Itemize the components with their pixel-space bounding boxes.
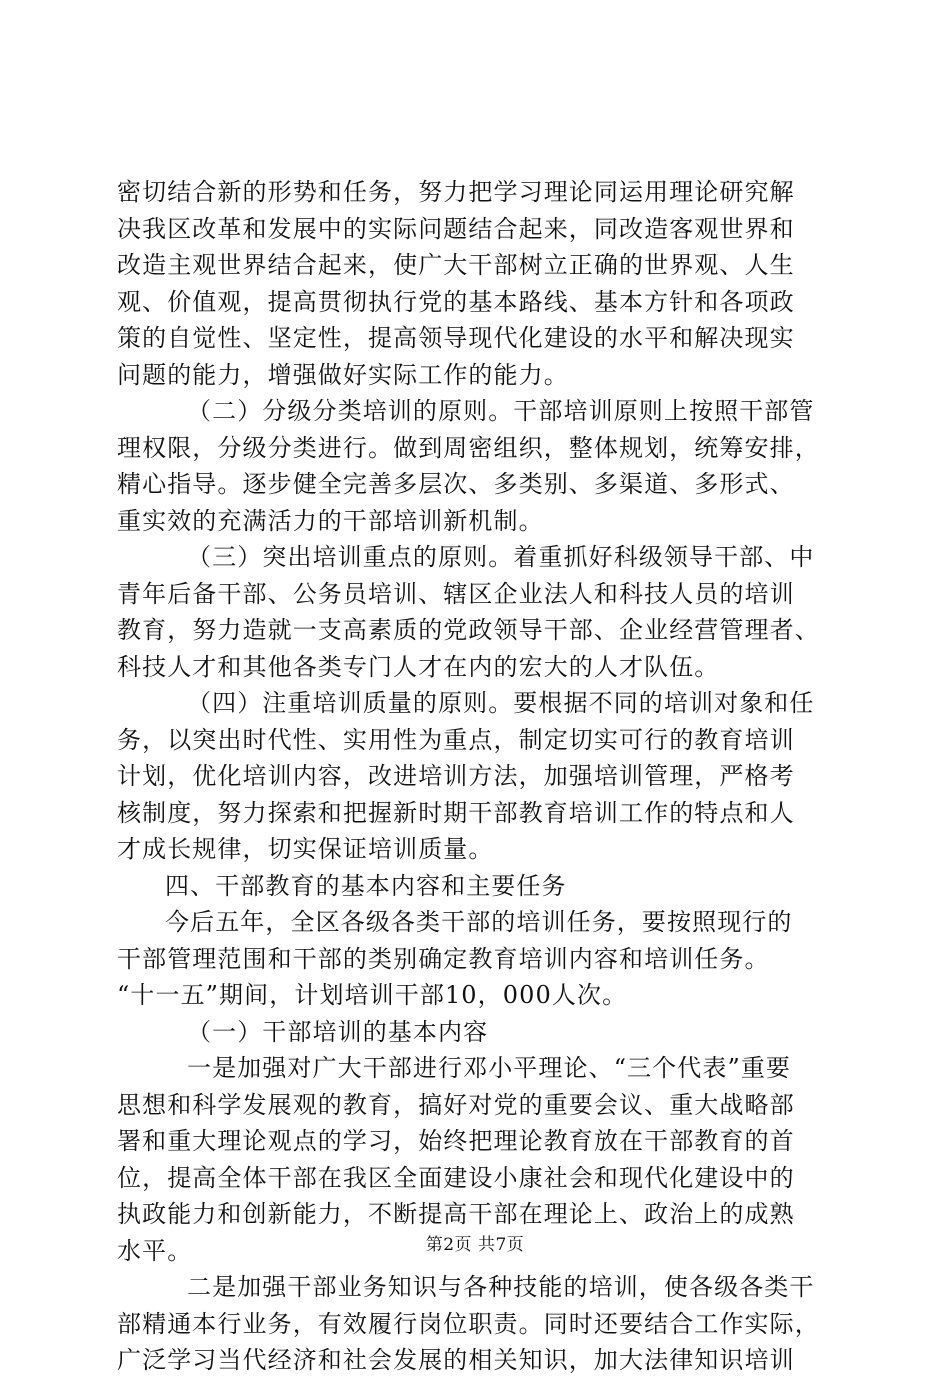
text-line: 位，提高全体干部在我区全面建设小康社会和现代化建设中的: [117, 1163, 795, 1192]
section-heading: 四、干部教育的基本内容和主要任务: [165, 871, 567, 900]
text-line: 部精通本行业务，有效履行岗位职责。同时还要结合工作实际，: [117, 1309, 820, 1338]
subsection-heading: （一）干部培训的基本内容: [187, 1017, 489, 1046]
text-line: 水平。: [117, 1236, 193, 1265]
text-line: 精心指导。逐步健全完善多层次、多类别、多渠道、多形式、: [117, 470, 795, 498]
text-line: （三）突出培训重点的原则。着重抓好科级领导干部、中: [187, 543, 815, 571]
text-line: 重实效的充满活力的干部培训新机制。: [117, 506, 544, 535]
page-number-footer: 第2页 共7页: [425, 1235, 525, 1255]
text-line: 观、价值观，提高贯彻执行党的基本路线、基本方针和各项政: [117, 287, 795, 316]
text-line: 科技人才和其他各类专门人才在内的宏大的人才队伍。: [117, 652, 720, 681]
text-line: 教育，努力造就一支高素质的党政领导干部、企业经营管理者、: [117, 616, 820, 644]
text-line: “十一五”期间，计划培训干部10，000人次。: [117, 981, 628, 1009]
text-line: 决我区改革和发展中的实际问题结合起来，同改造客观世界和: [117, 214, 795, 243]
text-line: 执政能力和创新能力，不断提高干部在理论上、政治上的成熟: [117, 1200, 795, 1228]
text-line: 才成长规律，切实保证培训质量。: [117, 835, 494, 863]
text-line: 二是加强干部业务知识与各种技能的培训，使各级各类干: [187, 1273, 815, 1301]
text-line: 策的自觉性、坚定性，提高领导现代化建设的水平和解决现实: [117, 324, 795, 352]
text-line: 署和重大理论观点的学习，始终把理论教育放在干部教育的首: [117, 1127, 795, 1155]
text-line: 青年后备干部、公务员培训、辖区企业法人和科技人员的培训: [117, 579, 795, 608]
text-line: 今后五年，全区各级各类干部的培训任务，要按照现行的: [165, 908, 793, 936]
text-line: 广泛学习当代经济和社会发展的相关知识，加大法律知识培训: [117, 1346, 795, 1374]
document-body: [117, 174, 837, 1379]
text-line: 问题的能力，增强做好实际工作的能力。: [117, 360, 569, 389]
text-line: 一是加强对广大干部进行邓小平理论、“三个代表”重要: [187, 1054, 792, 1082]
text-line: （二）分级分类培训的原则。干部培训原则上按照干部管: [187, 397, 815, 425]
text-line: 核制度，努力探索和把握新时期干部教育培训工作的特点和人: [117, 798, 795, 827]
text-line: 改造主观世界结合起来，使广大干部树立正确的世界观、人生: [117, 251, 795, 279]
text-line: 干部管理范围和干部的类别确定教育培训内容和培训任务。: [117, 944, 770, 973]
text-line: （四）注重培训质量的原则。要根据不同的培训对象和任: [187, 689, 815, 717]
text-line: 理权限，分级分类进行。做到周密组织，整体规划，统筹安排，: [117, 433, 820, 462]
text-line: 密切结合新的形势和任务，努力把学习理论同运用理论研究解: [117, 178, 795, 206]
text-line: 思想和科学发展观的教育，搞好对党的重要会议、重大战略部: [117, 1090, 795, 1119]
text-line: 计划，优化培训内容，改进培训方法，加强培训管理，严格考: [117, 762, 795, 790]
text-line: 务，以突出时代性、实用性为重点，制定切实可行的教育培训: [117, 725, 795, 754]
